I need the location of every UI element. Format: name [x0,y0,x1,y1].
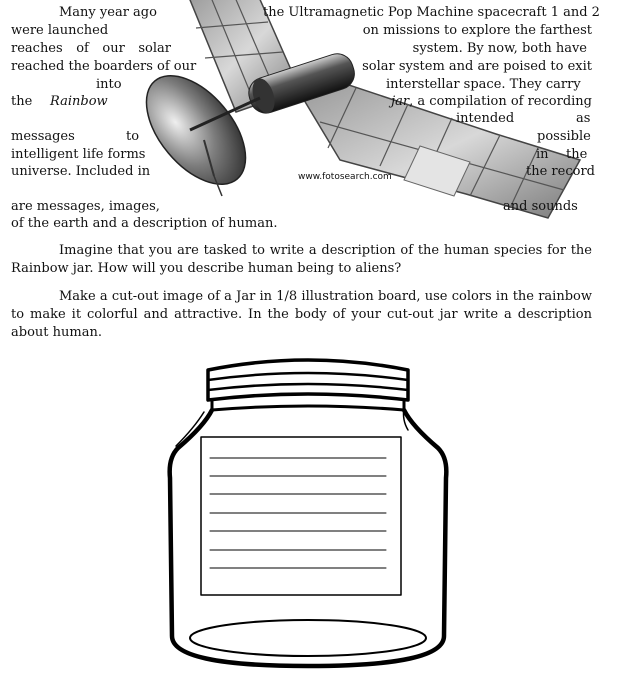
intro-line-6-left-b: Rainbow [50,94,108,109]
intro-line-1-left: Many year ago [59,5,157,20]
intro-line-8-right: possible [537,129,591,144]
intro-line-3-left: reaches of our solar [11,41,171,56]
intro-line-8-left-a: messages [11,129,75,144]
intro-line-1-right: the Ultramagnetic Pop Machine spacecraft 1 and 2 [263,5,600,20]
intro-line-6-right [391,93,592,110]
intro-line-2-left: were launched [11,23,109,38]
watermark: www.fotosearch.com [298,172,392,182]
intro-line-6-left-a: the [11,94,33,109]
intro-line-9-right-b: the [566,147,588,162]
intro-line-3-right: system. By now, both have [412,41,587,56]
intro-line-2-right: on missions to explore the farthest [362,23,592,38]
intro-line-7-right-a: intended [456,111,515,126]
intro-line-5-left: into [96,77,122,92]
intro-line-7-right-b: as [576,111,591,126]
paragraph-3: Make a cut-out image of a Jar in 1/8 illustration board, use colors in the rainbow to make it colorful and attractive. In the body of your cut-out jar write a description about human. [11,289,592,340]
jar-lid [208,360,408,400]
intro-line-12: of the earth and a description of human. [11,216,278,231]
intro-line-9-right-a: in [536,147,549,162]
jar-bottom [190,620,426,656]
intro-line-9-left: intelligent life forms [11,147,146,162]
intro-line-10-left: universe. Included in [11,164,151,179]
intro-line-5-right: interstellar space. They carry [386,77,581,92]
intro-line-10-right: the record [526,164,595,179]
jar-writing-lines [210,458,386,568]
jar-label-box [201,437,401,595]
paragraph-2: Imagine that you are tasked to write a description of the human species for the Rainbow jar. How will you describe human being to aliens? [11,243,592,276]
intro-line-4-right: solar system and are poised to exit [362,59,592,74]
intro-line-8-left-b: to [126,129,140,144]
jar-illustration [0,348,640,678]
intro-line-4-left: reached the boarders of our [11,59,197,74]
intro-line-11-left: are messages, images, [11,199,160,214]
intro-line-11-right: and sounds [503,199,578,214]
intro-line-6-italic: jar [391,94,410,109]
intro-line-6-rest: , a compilation of recording [409,94,592,109]
